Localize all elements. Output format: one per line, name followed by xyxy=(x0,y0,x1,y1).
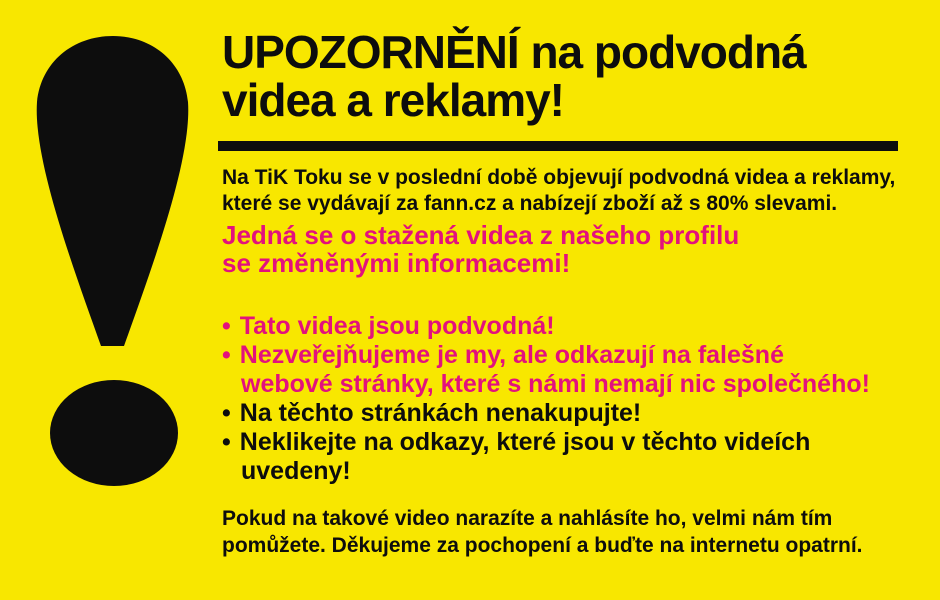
bullet-line: uvedeny! xyxy=(241,457,351,485)
footer-line: Pokud na takové video narazíte a nahlásíte ho, velmi nám tím xyxy=(222,507,833,530)
statement-line: Jedná se o stažená videa z našeho profilu xyxy=(222,220,740,250)
bullet-line xyxy=(222,312,870,341)
footer-line: pomůžete. Děkujeme za pochopení a buďte na internetu opatrní. xyxy=(222,534,863,557)
intro-line: které se vydávají za fann.cz a nabízejí zboží až s 80% slevami. xyxy=(222,192,838,215)
bullet-line: webové stránky, které s námi nemají nic společného! xyxy=(241,370,870,398)
bullet-text: Nezveřejňujeme je my, ale odkazují na falešné xyxy=(239,341,784,369)
title-line: UPOZORNĚNÍ na podvodná xyxy=(222,26,806,78)
bullet-icon: • xyxy=(222,341,231,369)
title-line: videa a reklamy! xyxy=(222,74,565,126)
bullet-line xyxy=(222,399,870,428)
warning-bullet-list xyxy=(222,312,870,486)
list-item xyxy=(222,312,870,341)
footer-text xyxy=(222,505,863,559)
bullet-line xyxy=(222,341,870,370)
list-item xyxy=(222,428,870,486)
page-title xyxy=(222,28,806,124)
highlight-statement xyxy=(222,221,739,277)
bullet-text: Na těchto stránkách nenakupujte! xyxy=(239,399,642,427)
list-item xyxy=(222,399,870,428)
intro-text xyxy=(222,165,895,217)
statement-line: se změněnými informacemi! xyxy=(222,248,571,278)
intro-line: Na TiK Toku se v poslední době objevují podvodná videa a reklamy, xyxy=(222,166,896,189)
bullet-icon: • xyxy=(222,312,231,340)
bullet-text: Neklikejte na odkazy, které jsou v těchto videích xyxy=(239,428,811,456)
bullet-icon: • xyxy=(222,399,231,427)
exclamation-mark-icon xyxy=(0,0,220,600)
bullet-icon: • xyxy=(222,428,231,456)
list-item xyxy=(222,341,870,399)
bullet-line xyxy=(222,428,870,457)
title-divider xyxy=(218,141,898,151)
bullet-text: Tato videa jsou podvodná! xyxy=(239,312,555,340)
